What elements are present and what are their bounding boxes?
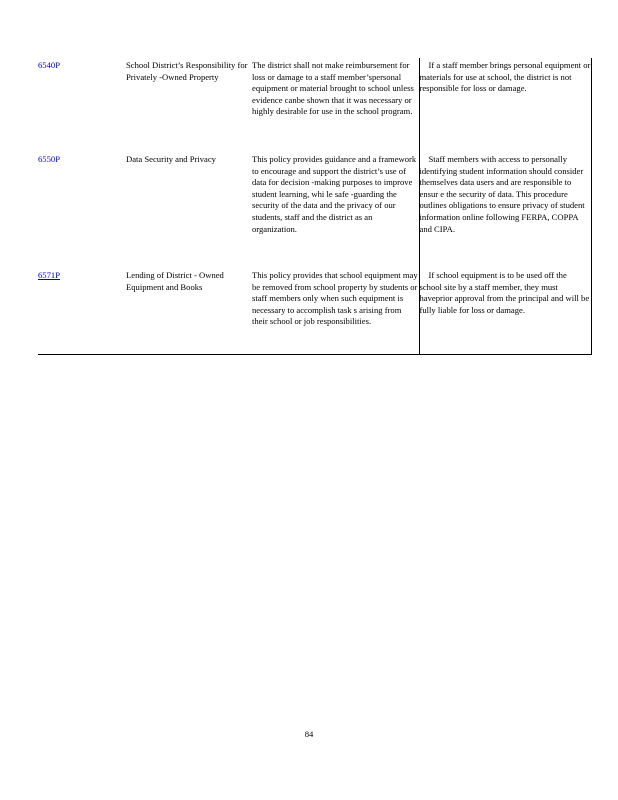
policy-title: Lending of District - Owned Equipment and Books xyxy=(126,270,252,355)
policy-description: This policy provides guidance and a framework to encourage and support the district’s use of data for decision -making purposes to improve student learning, whi le safe -guarding the security of the data and the privacy of our students, staff and the district as an organization. xyxy=(252,154,417,234)
policy-note: If a staff member brings personal equipment or materials for use at school, the district is not responsible for loss or damage. xyxy=(419,60,591,94)
table-row xyxy=(38,58,591,154)
policy-description: This policy provides that school equipment may be removed from school property by students or staff members only when such equipment is necessary to accomplish task s arising from their school or job responsibilities. xyxy=(252,270,419,355)
table-row xyxy=(38,270,591,355)
policy-code-link[interactable]: 6540P xyxy=(38,60,60,70)
policy-table xyxy=(38,58,592,355)
policy-title: School District’s Responsibility for Privately -Owned Property xyxy=(126,60,248,82)
page-number: 84 xyxy=(304,729,314,739)
policy-description: The district shall not make reimbursement for loss or damage to a staff member’spersonal equipment or material brought to school unless evidence canbe shown that it was necessary or highly desirable for use in the school program. xyxy=(252,60,414,117)
policy-code-link[interactable]: 6550P xyxy=(38,154,60,164)
policy-title: Data Security and Privacy xyxy=(126,154,216,164)
table-row xyxy=(38,154,591,270)
policy-note: If school equipment is to be used off the school site by a staff member, they must haveprior approval from the principal and will be fully liable for loss or damage. xyxy=(419,270,590,315)
policy-note: Staff members with access to personally identifying student information should consider themselves data users and are responsible to ensur e the security of data. This procedure outlines obligations to ensure privacy of student information online following FERPA, COPPA and CIPA. xyxy=(419,154,585,234)
policy-code-link[interactable]: 6571P xyxy=(38,270,60,280)
